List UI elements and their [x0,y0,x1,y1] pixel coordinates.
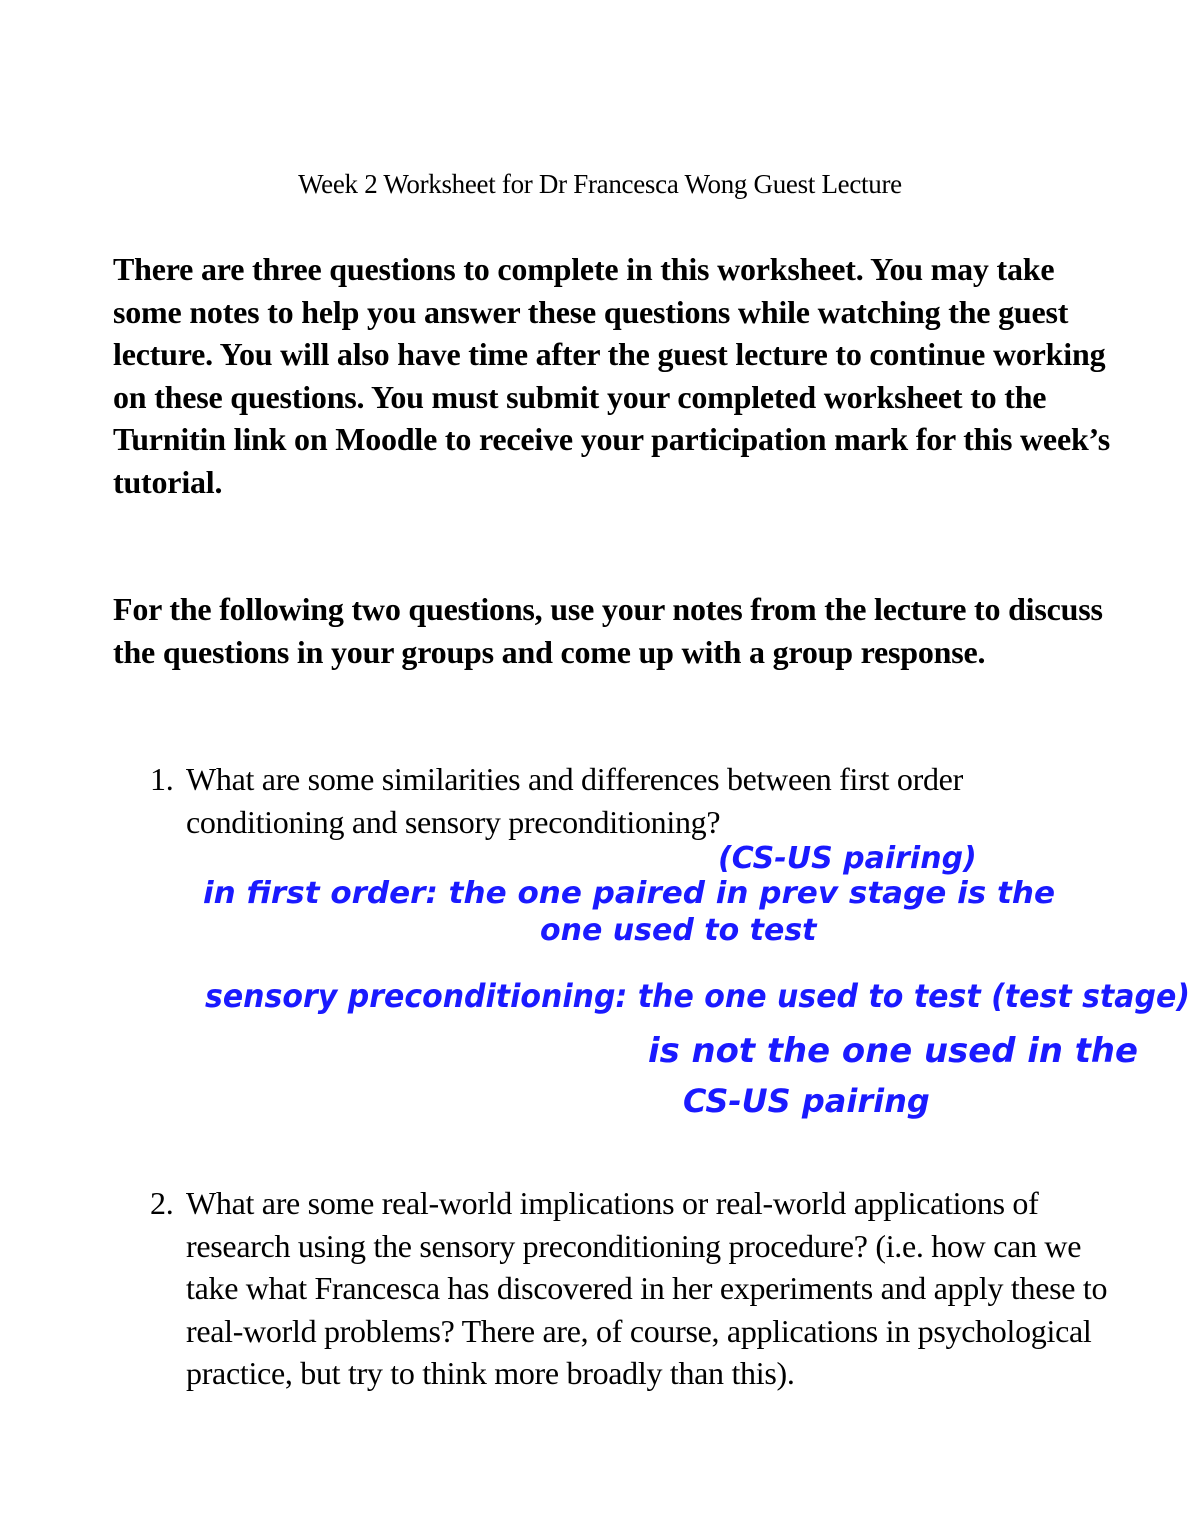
handwritten-line-1: in first order: the one paired in prev stage is the [203,876,1055,911]
handwritten-line-4: is not the one used in the [648,1031,1138,1071]
question-text: What are some real-world implications or real-world applications of research using the sensory preconditioning procedure? (i.e. how can we take what Francesca has discovered in her experiments and apply these to real-world problems? There are, of course, applications in psychological practice, but try to think more broadly than this). [186,1185,1108,1391]
handwritten-note-cs-us: (CS-US pairing) [718,841,977,876]
handwritten-line-5: CS-US pairing [683,1082,930,1120]
instructions-paragraph: For the following two questions, use your notes from the lecture to discuss the questions in your groups and come up with a group response. [113,591,1103,670]
handwritten-line-2: one used to test [540,913,817,948]
handwritten-line-3: sensory preconditioning: the one used to test (test stage) [205,977,1190,1015]
question-text: What are some similarities and differences between first order conditioning and sensory preconditioning? [186,761,963,840]
question-number: 1. [150,761,174,797]
question-number: 2. [150,1185,174,1221]
page-title: Week 2 Worksheet for Dr Francesca Wong Guest Lecture [298,169,902,199]
question-2 [150,1182,1110,1395]
intro-paragraph: There are three questions to complete in this worksheet. You may take some notes to help you answer these questions while watching the guest lecture. You will also have time after the guest lecture to continue working on these questions. You must submit your completed worksheet to the Turnitin link on Moodle to receive your participation mark for this week’s tutorial. [113,251,1111,500]
question-1 [150,758,1110,843]
